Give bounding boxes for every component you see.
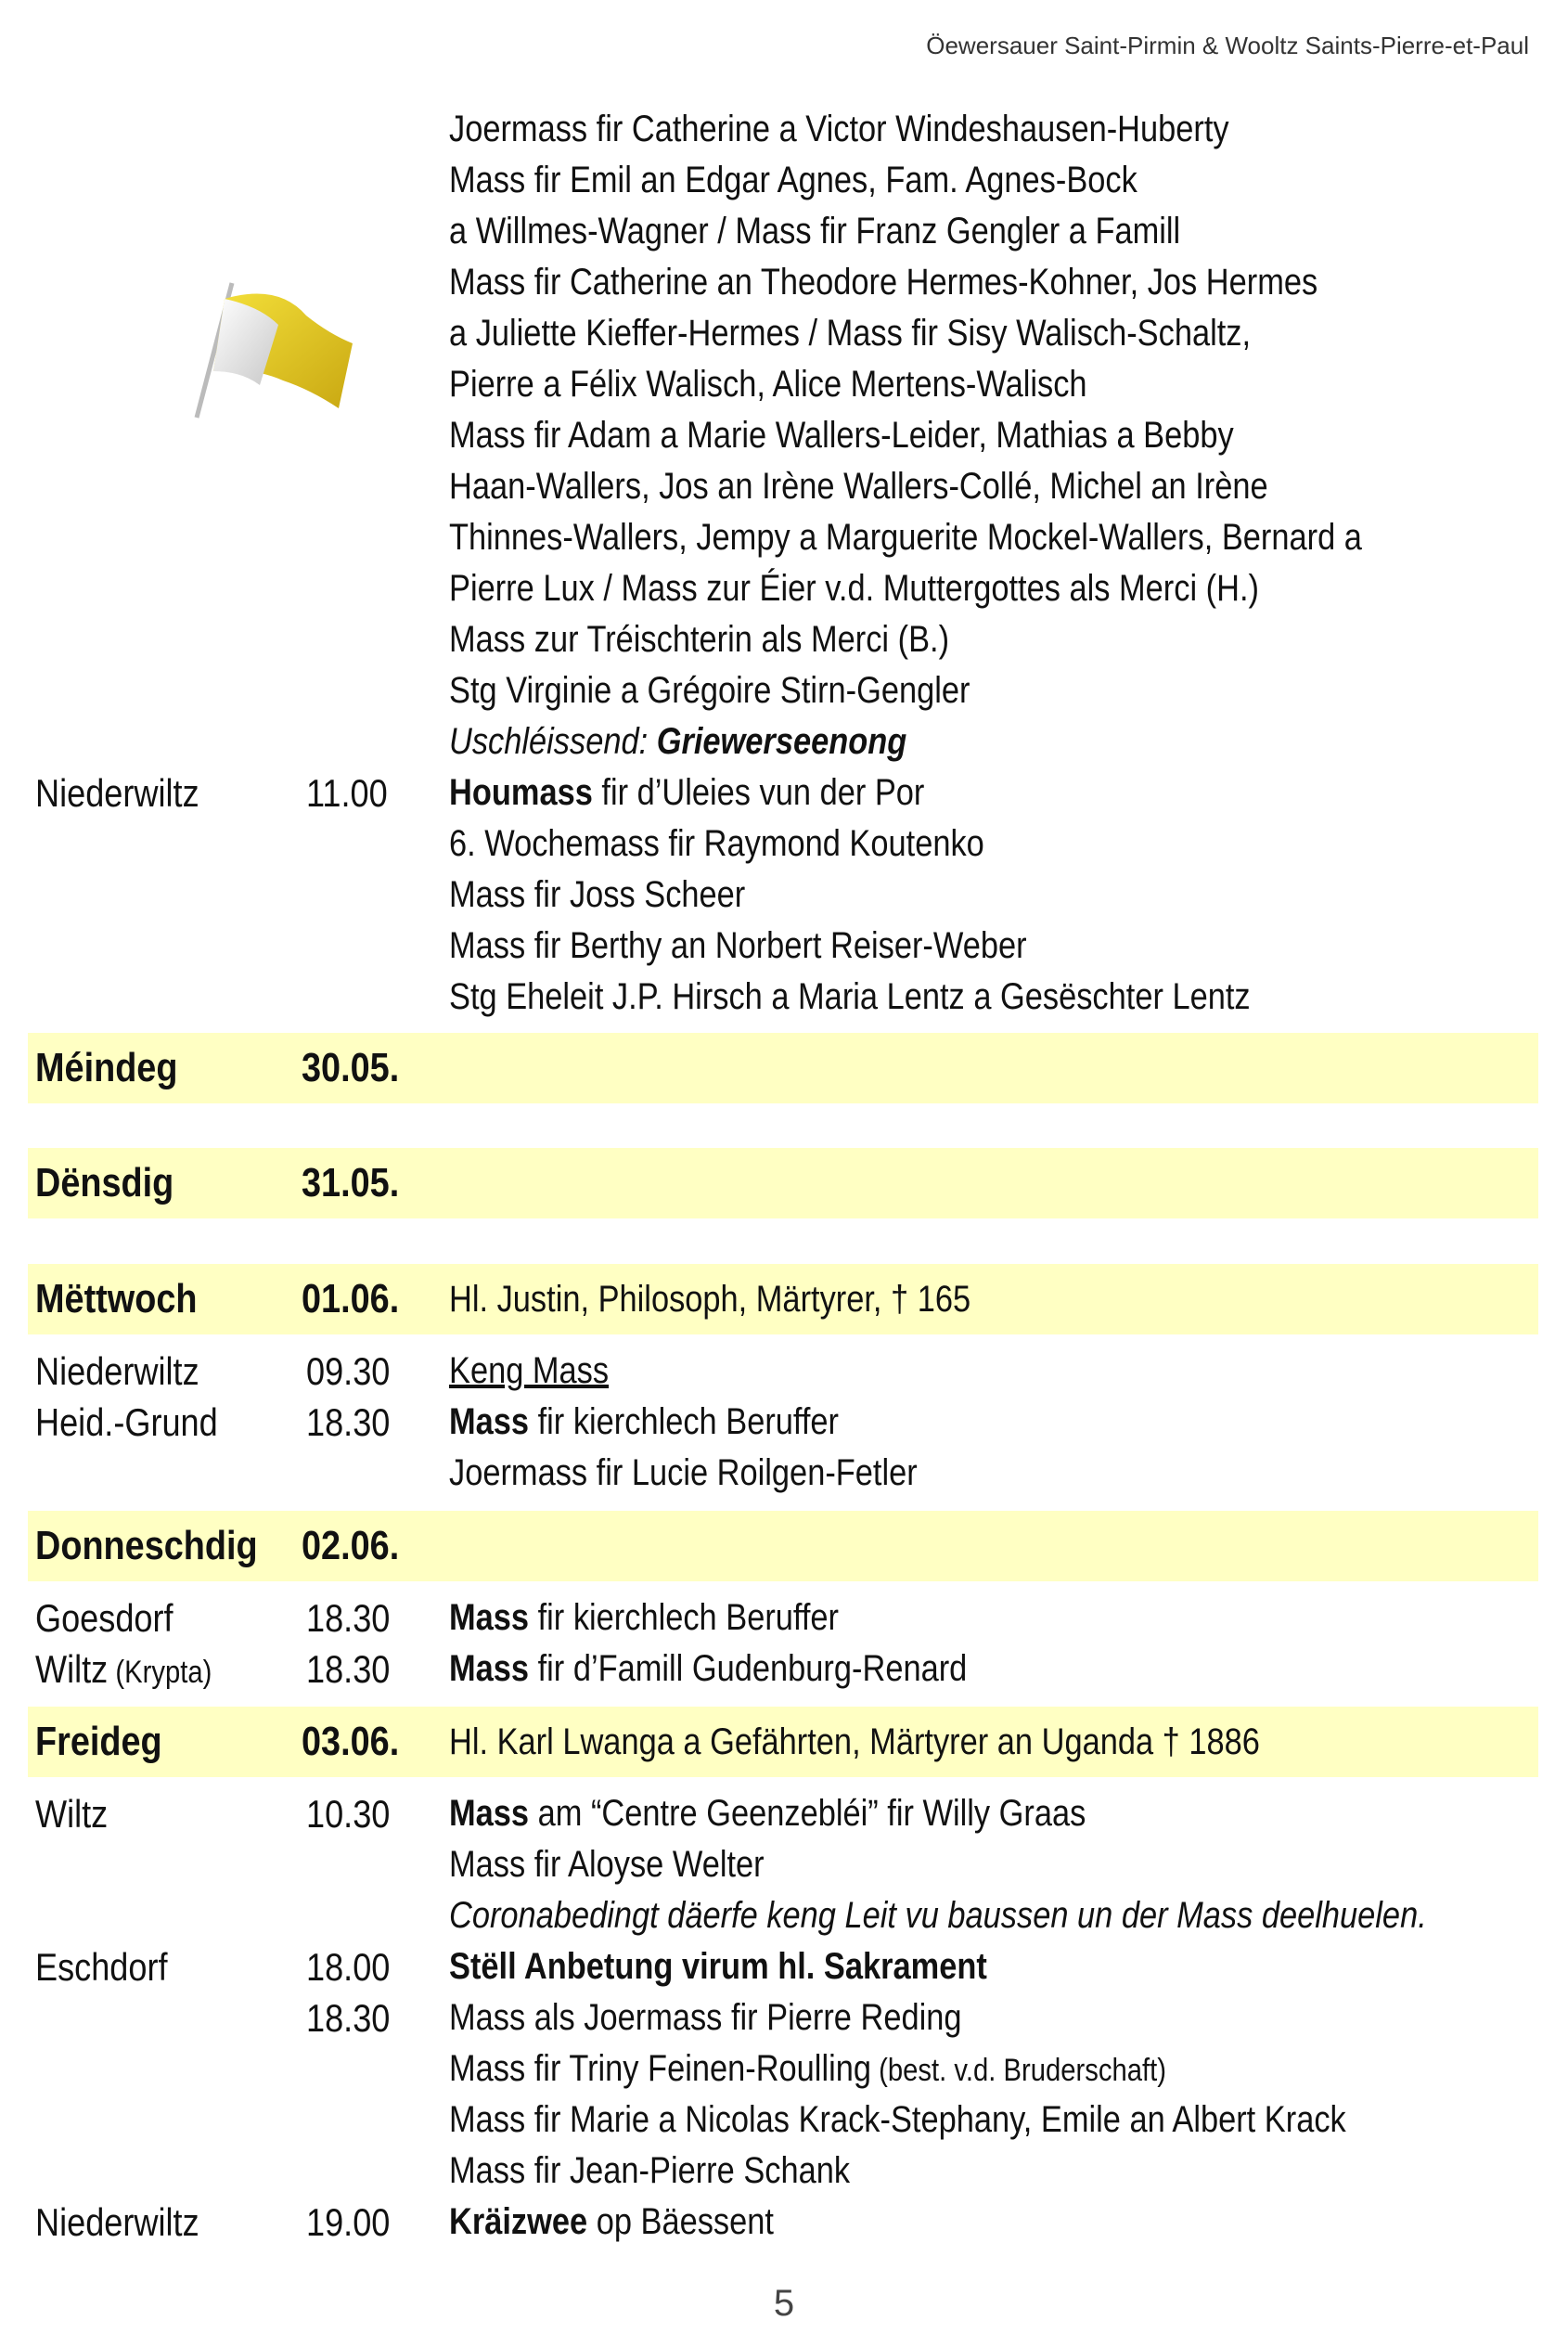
entry-line: Mass fir Adam a Marie Wallers-Leider, Mathias a Bebby [449, 415, 1234, 456]
day-header [28, 1033, 1538, 1103]
time: 18.30 [306, 1647, 391, 1691]
entry-line: Mass fir Aloyse Welter [449, 1844, 765, 1885]
entry-line: Mass fir Berthy an Norbert Reiser-Weber [449, 925, 1027, 966]
place-name: Heid.-Grund [35, 1400, 218, 1444]
day-name: Méindeg [35, 1045, 178, 1090]
day-name: Freideg [35, 1719, 162, 1764]
place-name: Eschdorf [35, 1945, 168, 1989]
time: 09.30 [306, 1349, 391, 1393]
entry-line: Mass fir d’Famill Gudenburg-Renard [449, 1648, 968, 1689]
entry-note: Coronabedingt däerfe keng Leit vu baussen un der Mass deelhuelen. [449, 1895, 1427, 1936]
entry-line: Joermass fir Catherine a Victor Windeshausen-Huberty [449, 109, 1229, 149]
day-header [28, 1511, 1538, 1581]
entry-line: Mass am “Centre Geenzebléi” fir Willy Graas [449, 1793, 1086, 1834]
entry-line: Mass fir Marie a Nicolas Krack-Stephany, Emile an Albert Krack [449, 2099, 1346, 2140]
entry-line: Pierre a Félix Walisch, Alice Mertens-Walisch [449, 364, 1087, 405]
day-feast: Hl. Justin, Philosoph, Märtyrer, † 165 [449, 1279, 971, 1320]
time: 10.30 [306, 1792, 391, 1836]
time: 11.00 [306, 771, 388, 815]
entry-line: 6. Wochemass fir Raymond Koutenko [449, 823, 984, 864]
entry-line: Stg Eheleit J.P. Hirsch a Maria Lentz a Gesëschter Lentz [449, 976, 1251, 1017]
entry-line: Keng Mass [449, 1350, 610, 1391]
day-name: Dënsdig [35, 1160, 174, 1205]
entry-line: Mass fir Emil an Edgar Agnes, Fam. Agnes-Bock [449, 160, 1137, 200]
entry-line: Joermass fir Lucie Roilgen-Fetler [449, 1452, 918, 1493]
place-name: Wiltz (Krypta) [35, 1647, 212, 1691]
day-date: 03.06. [302, 1719, 400, 1764]
entry-line: Uschléissend: Griewerseenong [449, 721, 907, 762]
entry-line: Mass fir Catherine an Theodore Hermes-Kohner, Jos Hermes [449, 262, 1318, 303]
day-date: 02.06. [302, 1523, 400, 1568]
place-name: Niederwiltz [35, 771, 199, 815]
entry-line: Mass zur Tréischterin als Merci (B.) [449, 619, 950, 660]
entry-line: Stëll Anbetung virum hl. Sakrament [449, 1946, 987, 1987]
page-number: 5 [773, 2283, 795, 2324]
entry-line: Mass fir kierchlech Beruffer [449, 1597, 840, 1638]
entry-line: Mass als Joermass fir Pierre Reding [449, 1997, 962, 2038]
day-header [28, 1148, 1538, 1218]
time: 18.30 [306, 1400, 391, 1444]
header-title: Öewersauer Saint-Pirmin & Wooltz Saints-Pierre-et-Paul [926, 32, 1529, 59]
day-header [28, 1264, 1538, 1334]
time: 18.00 [306, 1945, 391, 1989]
day-name: Mëttwoch [35, 1276, 198, 1321]
entry-line: Houmass fir d’Uleies vun der Por [449, 772, 925, 813]
place-name: Niederwiltz [35, 2200, 199, 2244]
entry-line: a Willmes-Wagner / Mass fir Franz Gengler a Famill [449, 211, 1181, 251]
entry-line: Stg Virginie a Grégoire Stirn-Gengler [449, 670, 970, 711]
place-name: Wiltz [35, 1792, 109, 1836]
place-name: Niederwiltz [35, 1349, 199, 1393]
day-name: Donneschdig [35, 1523, 258, 1568]
entry-line: Thinnes-Wallers, Jempy a Marguerite Mockel-Wallers, Bernard a [449, 517, 1362, 558]
entry-line: Mass fir Joss Scheer [449, 874, 746, 915]
entry-line: Kräizwee op Bäessent [449, 2201, 774, 2242]
day-date: 30.05. [302, 1045, 400, 1090]
day-date: 01.06. [302, 1276, 400, 1321]
entry-line: Pierre Lux / Mass zur Éier v.d. Muttergottes als Merci (H.) [449, 568, 1259, 609]
day-feast: Hl. Karl Lwanga a Gefährten, Märtyrer an Uganda † 1886 [449, 1721, 1260, 1762]
entry-line: Mass fir Triny Feinen-Roulling (best. v.d. Bruderschaft) [449, 2048, 1166, 2089]
entry-line: Mass fir Jean-Pierre Schank [449, 2150, 851, 2191]
place-name: Goesdorf [35, 1596, 174, 1640]
day-date: 31.05. [302, 1160, 400, 1205]
time: 18.30 [306, 1596, 391, 1640]
entry-line: Mass fir kierchlech Beruffer [449, 1401, 840, 1442]
time: 19.00 [306, 2200, 391, 2244]
time: 18.30 [306, 1996, 391, 2040]
entry-line: a Juliette Kieffer-Hermes / Mass fir Sisy Walisch-Schaltz, [449, 313, 1252, 354]
entry-line: Haan-Wallers, Jos an Irène Wallers-Collé, Michel an Irène [449, 466, 1268, 507]
day-header [28, 1707, 1538, 1777]
